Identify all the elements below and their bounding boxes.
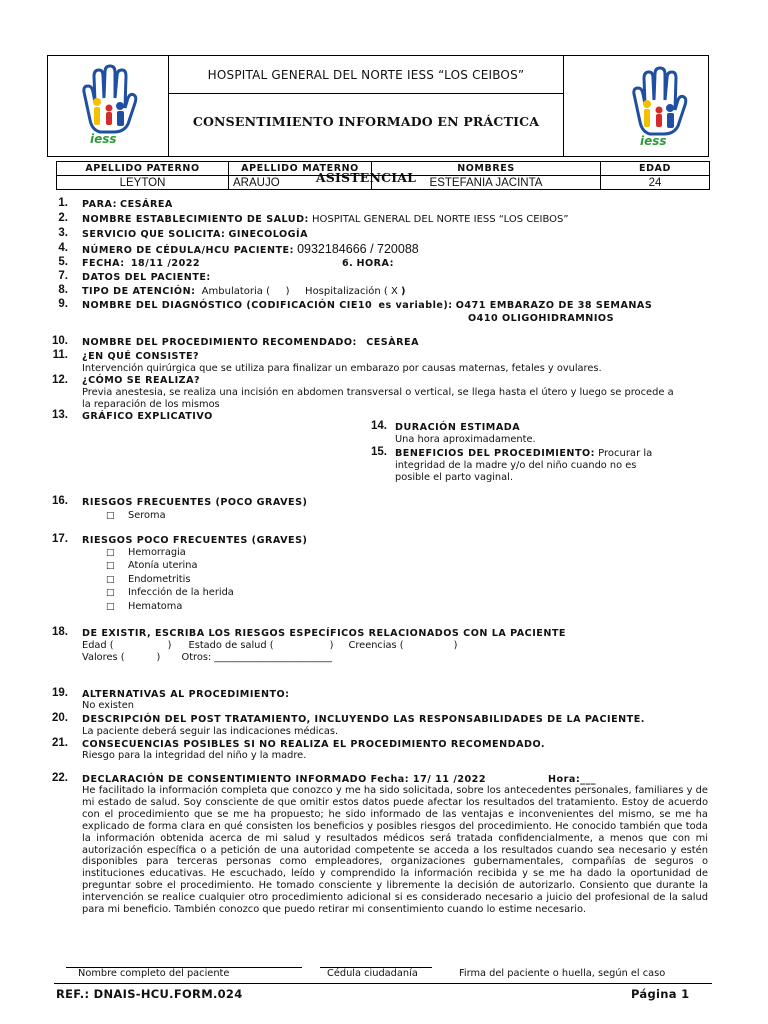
duracion-text: Una hora aproximadamente.	[395, 434, 536, 445]
item-datos: DATOS DEL PACIENTE:	[82, 272, 211, 283]
apellido-materno-value: ARAUJO	[229, 176, 372, 190]
logo-text: iess	[640, 134, 667, 148]
item-riesgos-especificos: DE EXISTIR, ESCRIBA LOS RIESGOS ESPECÍFICOS RELACIONADOS CON LA PACIENTE	[82, 628, 566, 639]
risk-item: □ Atonía uterina	[106, 560, 198, 571]
item-number: 22.	[52, 772, 68, 784]
bullet-icon: □	[106, 602, 115, 612]
item-number: 11.	[52, 349, 68, 361]
risk-item: □ Endometritis	[106, 574, 191, 585]
item-number: 9.	[58, 298, 68, 310]
page-number: Página 1	[631, 987, 690, 1001]
bullet-icon: □	[106, 575, 115, 585]
declaracion-text: He facilitado la información completa que conozco y me ha sido solicitada, sobre los antecedentes personales, familiares y de mi estado de salud. Soy consciente de que omitir estos datos puede afectar los resultados del tratamiento. Estoy de acuerdo con el procedimiento que se me ha propuesto; he sido informado de las ventajas e inconvenientes del mismo, se me ha explicado de forma clara en qué consisten los beneficios y posibles riesgos del procedimiento. He conocido también que toda la información obtenida acerca de mi salud y resultados médicos será tratada confidencialmente, a menos que con mi autorización específica o a petición de una autoridad competente se acceda a los resultados cuando sea necesario y estén disponibles para terceras personas como empleadores, organizaciones gubernamentales, compañías de seguros o instituciones educativas. He escuchado, leído y comprendido la información recibida y se me ha dado la oportunidad de preguntar sobre el procedimiento. He tomado consciente y libremente la decisión de autorizarlo. Consiento que durante la intervención se realice cualquier otro procedimiento adicional si es considerado necesario a juicio del profesional de la salud para mi beneficio. También conozco que puedo retirar mi consentimiento cuando lo estime necesario.	[82, 785, 708, 916]
consecuencias-text: Riesgo para la integridad del niño y la madre.	[82, 750, 307, 761]
item-number: 5.	[58, 256, 68, 268]
item-declaracion: DECLARACIÓN DE CONSENTIMIENTO INFORMADO Fecha: 17/ 11 /2022	[82, 774, 487, 785]
riesgos-row-2: Valores ( ) Otros: ________________________	[82, 652, 332, 663]
item-diagnostico: NOMBRE DEL DIAGNÓSTICO (CODIFICACIÓN CIE10 es variable): O471 EMBARAZO DE 38 SEMANAS	[82, 300, 653, 311]
item-number: 17.	[52, 533, 68, 545]
logo-text: iess	[90, 132, 117, 146]
item-number: 16.	[52, 495, 68, 507]
como-text-2: la reparación de los mismos	[82, 399, 220, 410]
signature-id-label: Cédula ciudadanía	[327, 968, 418, 979]
item-para: PARA: CESÁREA	[82, 199, 173, 210]
item-number: 15.	[371, 446, 387, 458]
item-number: 4.	[58, 242, 68, 254]
col-apellido-materno: APELLIDO MATERNO	[229, 162, 372, 176]
item-riesgos-frecuentes: RIESGOS FRECUENTES (POCO GRAVES)	[82, 497, 308, 508]
item-servicio: SERVICIO QUE SOLICITA: GINECOLOGÍA	[82, 229, 309, 240]
col-apellido-paterno: APELLIDO PATERNO	[57, 162, 229, 176]
iess-logo-left	[70, 62, 144, 146]
item-riesgos-poco-frecuentes: RIESGOS POCO FRECUENTES (GRAVES)	[82, 535, 308, 546]
hospital-name: HOSPITAL GENERAL DEL NORTE IESS “LOS CEIBOS”	[207, 68, 525, 82]
item-como: ¿CÓMO SE REALIZA?	[82, 375, 201, 386]
item-consiste: ¿EN QUÉ CONSISTE?	[82, 351, 200, 362]
item-number: 7.	[58, 270, 68, 282]
bullet-icon: □	[106, 511, 115, 521]
consiste-text: Intervención quirúrgica que se utiliza para finalizar un embarazo por causas maternas, fetales y ovulares.	[82, 363, 602, 374]
risk-item: □ Hematoma	[106, 601, 183, 612]
item-fecha: FECHA: 18/11 /2022	[82, 258, 201, 269]
item-hora: 6. HORA:	[342, 258, 394, 269]
bullet-icon: □	[106, 548, 115, 558]
item-consecuencias: CONSECUENCIAS POSIBLES SI NO REALIZA EL PROCEDIMIENTO RECOMENDADO.	[82, 739, 546, 750]
item-number: 8.	[58, 284, 68, 296]
riesgos-row-1: Edad ( ) Estado de salud ( ) Creencias ( )	[82, 640, 458, 651]
apellido-paterno-value: LEYTON	[57, 176, 229, 190]
patient-table	[56, 161, 710, 190]
form-title: CONSENTIMIENTO INFORMADO EN PRÁCTICA ASISTENCIAL	[192, 114, 540, 185]
item-number: 14.	[371, 420, 387, 432]
item-post-tratamiento: DESCRIPCIÓN DEL POST TRATAMIENTO, INCLUYENDO LAS RESPONSABILIDADES DE LA PACIENTE.	[82, 714, 645, 725]
item-number: 13.	[52, 409, 68, 421]
item-number: 20.	[52, 712, 68, 724]
item-cedula: NÚMERO DE CÉDULA/HCU PACIENTE: 0932184666 / 720088	[82, 242, 419, 256]
iess-logo-right	[620, 64, 694, 148]
hospitalizacion-mark: X	[390, 286, 398, 297]
bullet-icon: □	[106, 561, 115, 571]
item-number: 12.	[52, 374, 68, 386]
item-tipo-atencion: TIPO DE ATENCIÓN: Ambulatoria ( ) Hospitalización ( X )	[82, 286, 406, 297]
item-number: 21.	[52, 737, 68, 749]
beneficios-text-2: integridad de la madre y/o del niño cuando no es	[395, 460, 637, 471]
item-number: 18.	[52, 626, 68, 638]
risk-item: □ Hemorragia	[106, 547, 186, 558]
risk-item: □ Infección de la herida	[106, 587, 234, 598]
col-nombres: NOMBRES	[372, 162, 601, 176]
item-number: 19.	[52, 687, 68, 699]
signature-sign-label: Firma del paciente o huella, según el caso	[459, 968, 666, 979]
edad-value: 24	[601, 176, 710, 190]
item-number: 10.	[52, 335, 68, 347]
signature-name-label: Nombre completo del paciente	[78, 968, 230, 979]
beneficios-text-3: posible el parto vaginal.	[395, 472, 513, 483]
item-number: 3.	[58, 227, 68, 239]
col-edad: EDAD	[601, 162, 710, 176]
diagnostico-2: O410 OLIGOHIDRAMNIOS	[468, 313, 614, 324]
post-tratamiento-text: La paciente deberá seguir las indicaciones médicas.	[82, 726, 339, 737]
form-reference: REF.: DNAIS-HCU.FORM.024	[56, 987, 243, 1001]
nombres-value: ESTEFANIA JACINTA	[372, 176, 601, 190]
declaracion-hora: Hora:___	[548, 774, 597, 785]
item-duracion: DURACIÓN ESTIMADA	[395, 422, 521, 433]
item-number: 1.	[58, 197, 68, 209]
item-grafico: GRÁFICO EXPLICATIVO	[82, 411, 213, 422]
risk-item: □ Seroma	[106, 510, 166, 521]
item-establecimiento: NOMBRE ESTABLECIMIENTO DE SALUD: HOSPITAL GENERAL DEL NORTE IESS “LOS CEIBOS”	[82, 214, 569, 225]
bullet-icon: □	[106, 588, 115, 598]
como-text-1: Previa anestesia, se realiza una incisión en abdomen transversal o vertical, se llega hasta el útero y luego se procede a	[82, 387, 674, 398]
item-procedimiento: NOMBRE DEL PROCEDIMIENTO RECOMENDADO: CESÀREA	[82, 337, 419, 348]
item-alternativas: ALTERNATIVAS AL PROCEDIMIENTO:	[82, 689, 290, 700]
item-beneficios: BENEFICIOS DEL PROCEDIMIENTO: Procurar la	[395, 448, 653, 459]
item-number: 2.	[58, 212, 68, 224]
alternativas-text: No existen	[82, 700, 134, 711]
